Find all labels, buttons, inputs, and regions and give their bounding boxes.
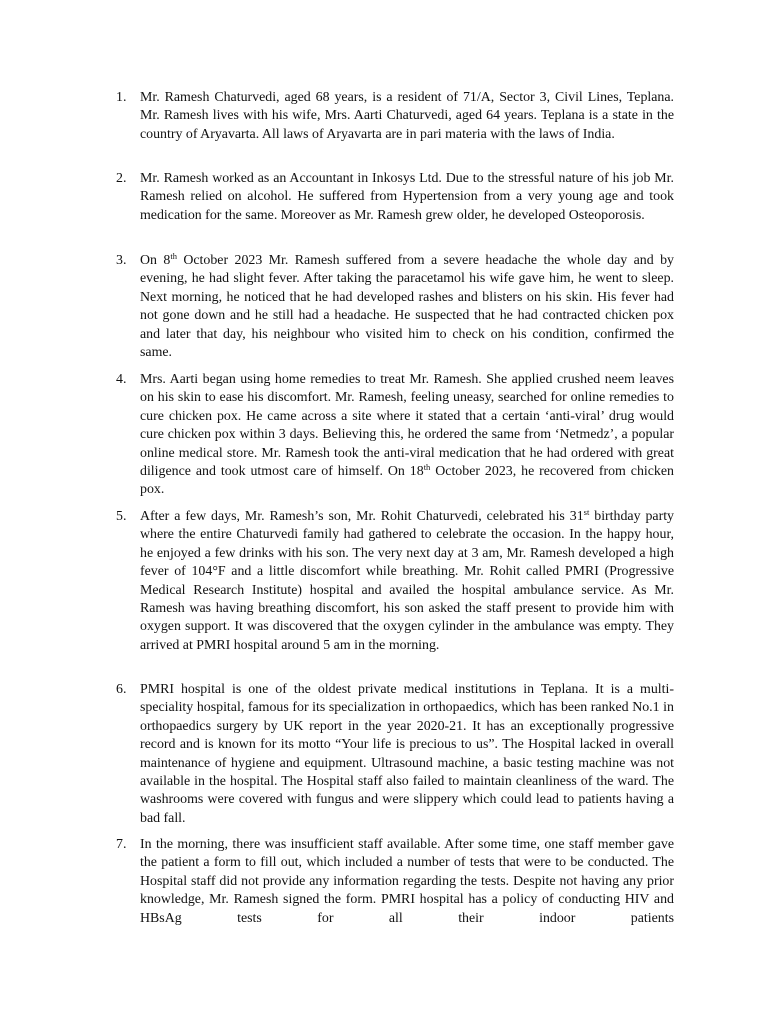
paragraph-text-part: birthday party where the entire Chaturvedi family had gathered to celebrate the occasion. In the happy hour, he enjoyed a few drinks with his son. The very next day at 3 am, Mr. Ramesh developed a high fever of 104°F and a little discomfort while breathing. Mr. Rohit called PMRI (Progressive Medical Research Institute) hospital and availed the hospital ambulance service. As Mr. Ramesh was having breathing discomfort, his son asked the staff present to provide him with oxygen support. It was discovered that the oxygen cylinder in the ambulance was empty. They arrived at PMRI hospital around 5 am in the morning. xyxy=(140,509,675,653)
paragraph-text: Mr. Ramesh worked as an Accountant in Inkosys Ltd. Due to the stressful nature of his job Mr. Ramesh relied on alcohol. He suffered from Hypertension from a very young age and took medication for the same. Moreover as Mr. Ramesh grew older, he developed Osteoporosis. xyxy=(140,171,674,223)
paragraph-number: 2. xyxy=(116,171,127,186)
paragraph-text: PMRI hospital is one of the oldest private medical institutions in Teplana. It is a multi-speciality hospital, famous for its specialization in orthopaedics, which has been ranked No.1 in orthopaedics surgery by UK report in the year 2020-21. It has an exceptionally progressive record and is known for its motto “Your life is precious to us”. The Hospital lacked in overall maintenance of hygiene and equipment. Ultrasound machine, a basic testing machine was not available in the hospital. The Hospital staff also failed to maintain cleanliness of the ward. The washrooms were covered with fungus and were slippery which could lead to patients having a bad fall. xyxy=(140,682,674,826)
ordinal-suffix: st xyxy=(583,507,590,517)
paragraph-number: 4. xyxy=(116,372,127,387)
paragraph-number: 1. xyxy=(116,90,127,105)
paragraph-text-part: On 8 xyxy=(140,253,171,268)
paragraph-number: 5. xyxy=(116,509,127,524)
paragraph-text xyxy=(140,252,674,362)
paragraph-text: In the morning, there was insufficient staff available. After some time, one staff member gave the patient a form to fill out, which included a number of tests that were to be conducted. The Hospital staff did not provide any information regarding the tests. Despite not having any prior knowledge, Mr. Ramesh signed the form. PMRI hospital has a policy of conducting HIV and HBsAg tests for all their indoor patients xyxy=(140,837,674,926)
paragraph-number: 7. xyxy=(116,837,127,852)
paragraph-number: 6. xyxy=(116,682,127,697)
paragraph-text xyxy=(140,508,674,655)
ordinal-suffix: th xyxy=(170,251,177,261)
paragraph-text-part: October 2023, he recovered from chicken pox. xyxy=(140,464,674,498)
ordinal-suffix: th xyxy=(423,462,431,473)
paragraph-text-part: Mrs. Aarti began using home remedies to treat Mr. Ramesh. She applied crushed neem leaves on his skin to ease his discomfort. Mr. Ramesh, feeling uneasy, searched for online remedies to cure chicken pox. He came across a site where it stated that a certain ‘anti-viral’ drug would cure chicken pox within 3 days. Believing this, he ordered the same from ‘Netmedz’, a popular online medical store. Mr. Ramesh took the anti-viral medication that he had ordered with great diligence and took utmost care of himself. On 18 xyxy=(140,372,674,480)
paragraph-number: 3. xyxy=(116,253,127,268)
paragraph-text-part: After a few days, Mr. Ramesh’s son, Mr. Rohit Chaturvedi, celebrated his 31 xyxy=(140,509,584,524)
paragraph-text: Mr. Ramesh Chaturvedi, aged 68 years, is a resident of 71/A, Sector 3, Civil Lines, Teplana. Mr. Ramesh lives with his wife, Mrs. Aarti Chaturvedi, aged 64 years. Teplana is a state in the country of Aryavarta. All laws of Aryavarta are in pari materia with the laws of India. xyxy=(140,90,674,142)
paragraph-text xyxy=(140,371,674,500)
paragraph-text-part: October 2023 Mr. Ramesh suffered from a severe headache the whole day and by evening, he had slight fever. After taking the paracetamol his wife gave him, he went to sleep. Next morning, he noticed that he had developed rashes and blisters on his skin. His fever had not gone down and he still had a headache. He suspected that he had contracted chicken pox and later that day, his neighbour who visited him to check on his condition, confirmed the same. xyxy=(140,253,674,361)
